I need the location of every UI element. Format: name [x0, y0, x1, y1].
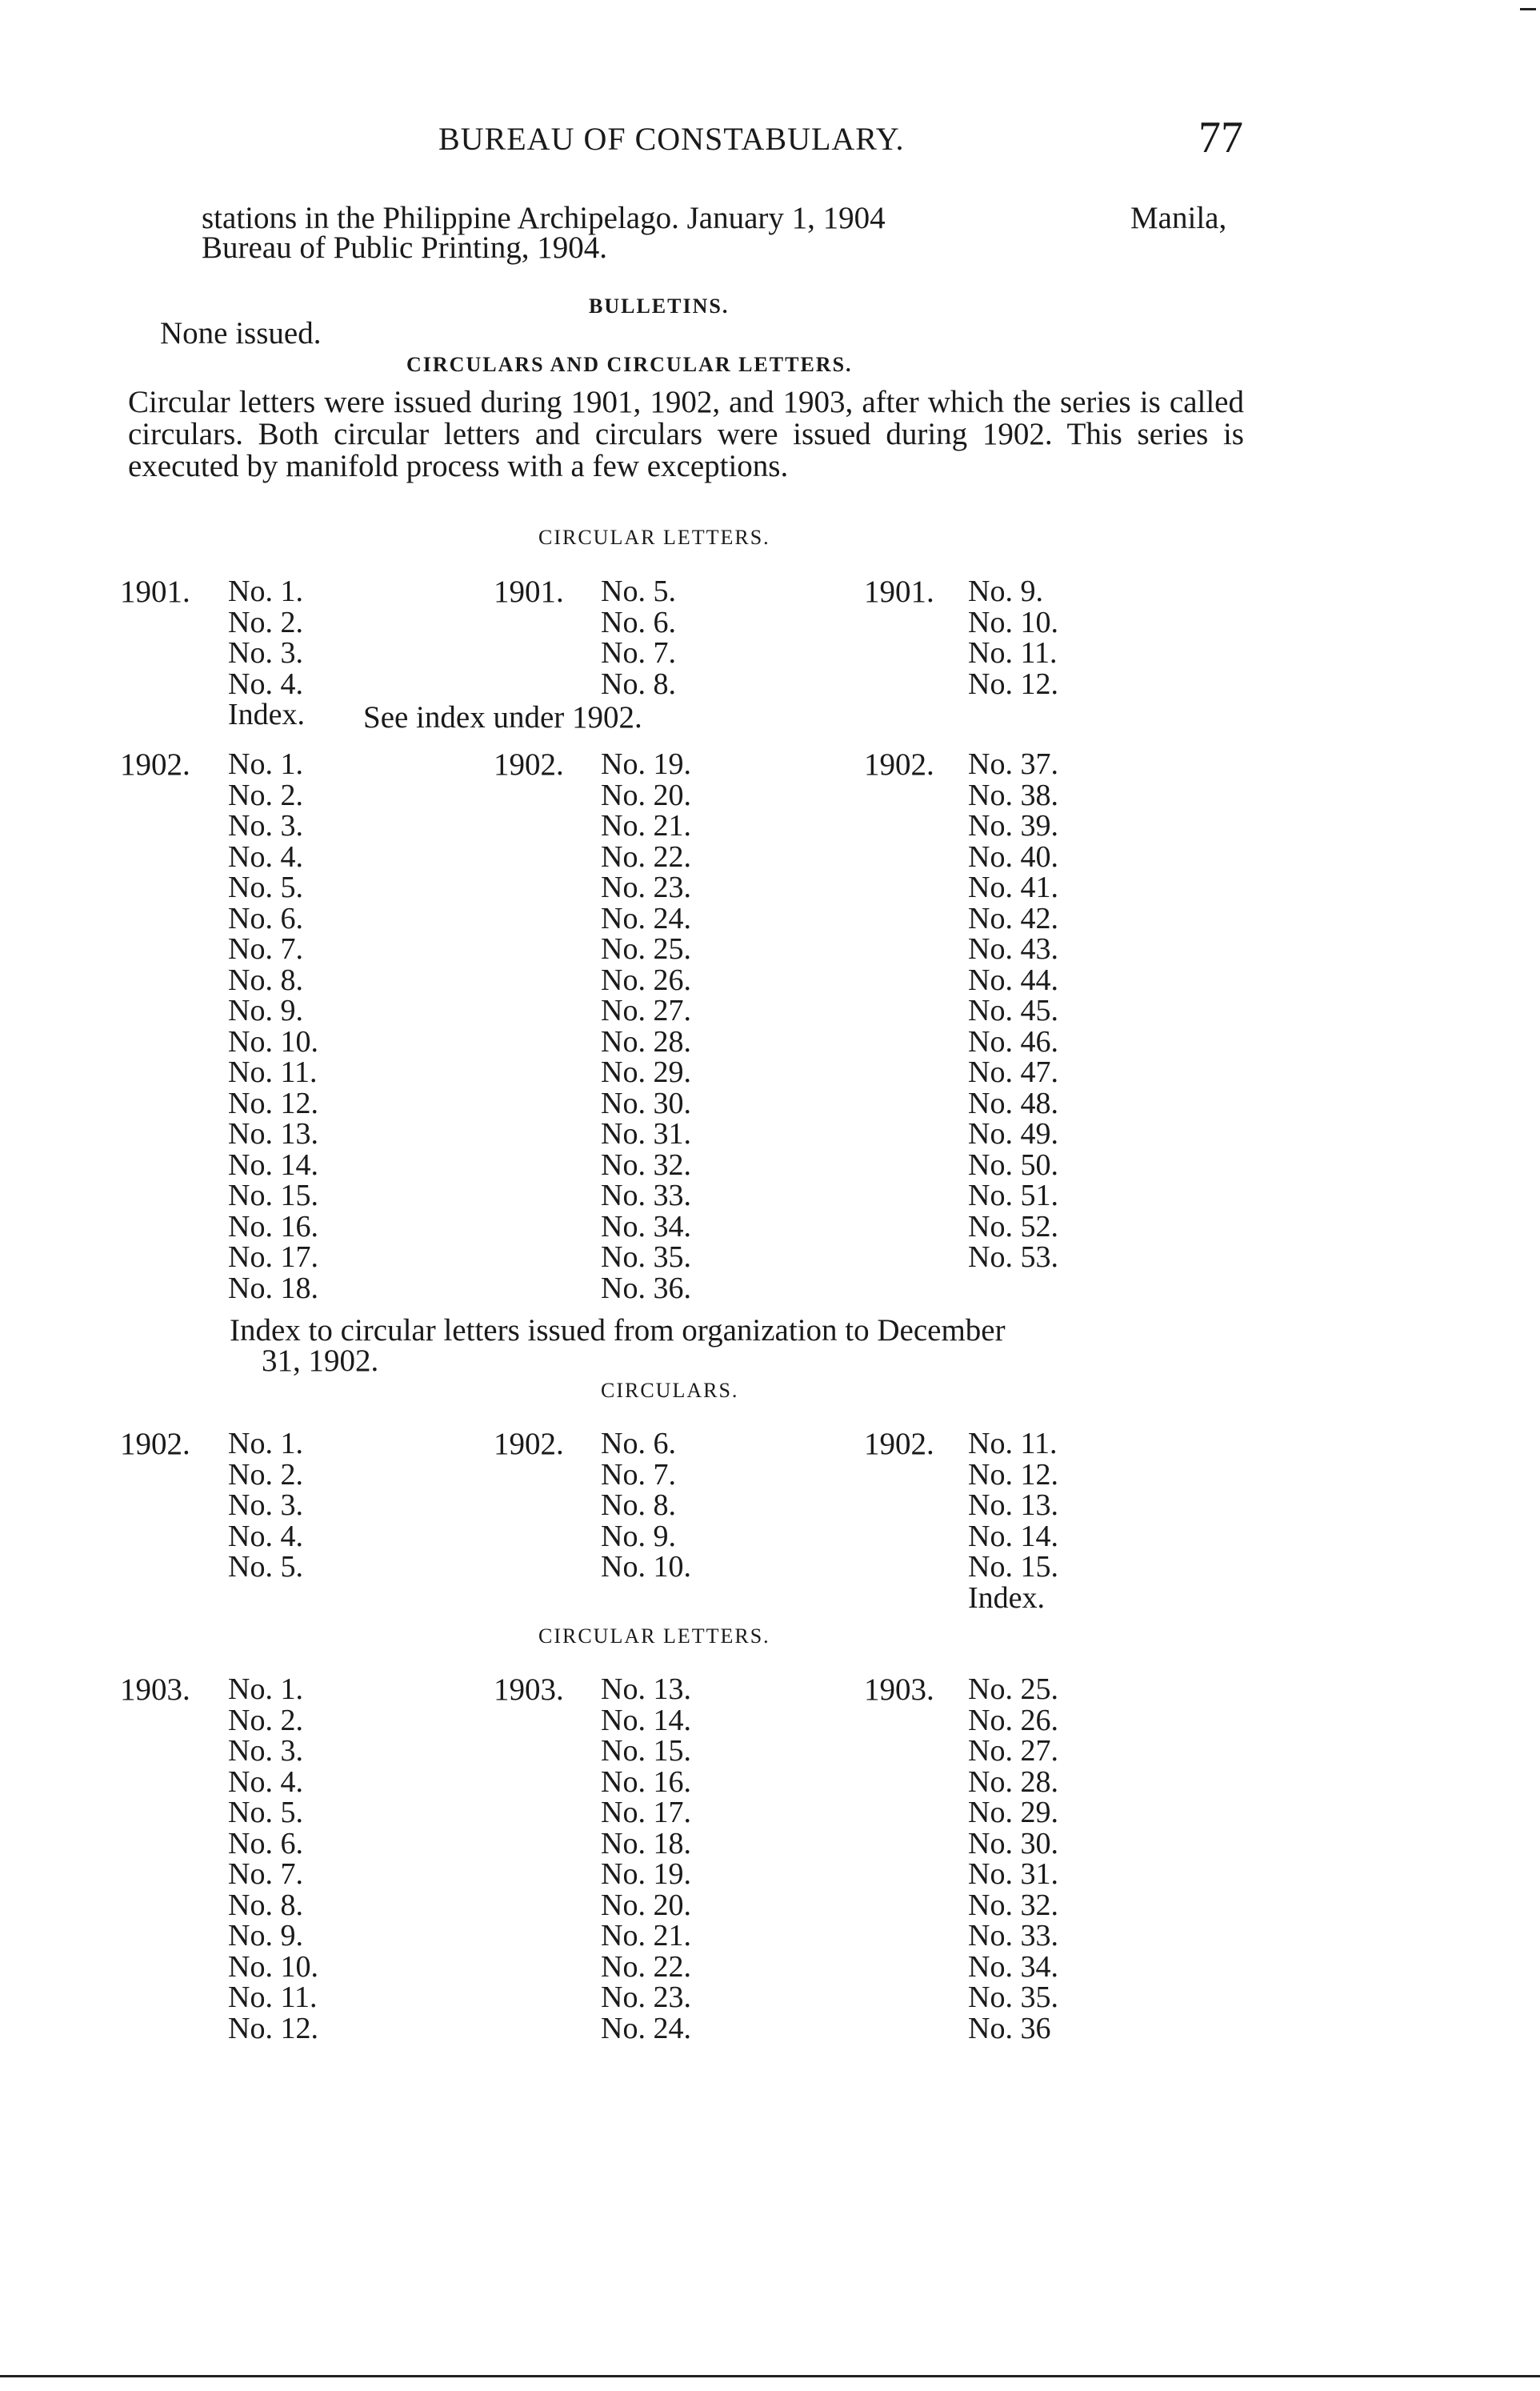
list-item: No. 35. [968, 1980, 1058, 2014]
list-item: No. 15. [601, 1734, 691, 1768]
year-label-1902-c: 1902. [864, 747, 934, 782]
list-item: No. 34. [601, 1209, 691, 1244]
list-item: No. 11. [968, 1427, 1058, 1460]
list-item: No. 41. [968, 871, 1058, 904]
list-item: No. 2. [228, 605, 303, 639]
list-item: No. 7. [601, 1457, 676, 1492]
list-item: No. 27. [968, 1734, 1058, 1768]
year-label-1903-b: 1903. [494, 1672, 564, 1707]
list-item: No. 33. [968, 1919, 1058, 1952]
year-label-circulars-a: 1902. [120, 1427, 190, 1461]
list-item: No. 20. [601, 778, 691, 812]
list-item: No. 38. [968, 778, 1058, 812]
index-note-1902-line2: 31, 1902. [262, 1344, 379, 1378]
list-item: No. 11. [968, 636, 1058, 670]
list-item: No. 33. [601, 1179, 691, 1212]
list-item: No. 43. [968, 932, 1058, 966]
list-item: No. 3. [228, 636, 303, 670]
list-item: No. 10. [968, 605, 1058, 639]
list-item: No. 37. [968, 747, 1058, 781]
section-heading-circulars: CIRCULARS. [601, 1379, 739, 1402]
list-item: No. 7. [228, 1857, 303, 1891]
list-item: No. 36. [601, 1271, 691, 1305]
list-item: No. 22. [601, 1949, 691, 1984]
list-item: No. 22. [601, 839, 691, 874]
list-item: No. 3. [228, 809, 303, 843]
list-item: No. 12. [968, 667, 1058, 701]
description-paragraph: Circular letters were issued during 1901, 1902, and 1903, after which the series is called circulars. Both circular letters and circulars were issued during 1902. This series is executed by manifold process with a few exceptions. [128, 385, 1244, 483]
list-item: No. 40. [968, 839, 1058, 874]
list-circulars-col1 [228, 1428, 303, 1583]
list-item: No. 19. [601, 747, 691, 781]
list-item: No. 32. [968, 1888, 1058, 1922]
index-note-1902-line1: Index to circular letters issued from organization to December [230, 1313, 1006, 1348]
bulletins-note: None issued. [160, 316, 322, 350]
year-label-1901-a: 1901. [120, 575, 190, 609]
intro-line-1-right: Manila, [1130, 201, 1227, 235]
list-item: No. 47. [968, 1055, 1058, 1089]
list-item: No. 2. [228, 778, 303, 812]
list-item: No. 9. [228, 994, 303, 1027]
list-item: No. 36 [968, 2011, 1051, 2045]
list-item: No. 2. [228, 1457, 303, 1492]
list-item: No. 25. [968, 1672, 1058, 1706]
section-heading-circular-letters-1: CIRCULAR LETTERS. [538, 526, 770, 549]
list-item: No. 6. [601, 605, 676, 639]
list-item: No. 15. [228, 1179, 318, 1212]
list-item: No. 2. [228, 1703, 303, 1737]
list-item: No. 11. [228, 1980, 318, 2014]
list-item: No. 19. [601, 1857, 691, 1891]
intro-line-2: Bureau of Public Printing, 1904. [202, 230, 607, 265]
list-item: Index. [228, 698, 306, 731]
list-item: No. 25. [601, 932, 691, 966]
list-item: No. 12. [228, 2011, 318, 2045]
list-item: No. 11. [228, 1055, 318, 1089]
list-item: No. 27. [601, 994, 691, 1027]
list-item: No. 1. [228, 747, 303, 781]
year-label-circulars-c: 1902. [864, 1427, 934, 1461]
list-item: No. 6. [228, 901, 303, 935]
list-item: No. 28. [968, 1764, 1058, 1799]
section-heading-circular-letters-2: CIRCULAR LETTERS. [538, 1624, 770, 1648]
list-item: No. 50. [968, 1147, 1058, 1182]
list-item: No. 14. [601, 1703, 691, 1737]
list-item: No. 16. [601, 1764, 691, 1799]
list-1901-col2 [601, 576, 676, 699]
list-item: No. 5. [228, 1550, 303, 1584]
list-item: No. 42. [968, 901, 1058, 935]
list-item: No. 12. [968, 1457, 1058, 1492]
list-item: No. 31. [968, 1857, 1058, 1891]
list-item: No. 28. [601, 1024, 691, 1059]
list-item: No. 24. [601, 901, 691, 935]
list-item: No. 48. [968, 1086, 1058, 1120]
year-label-1903-c: 1903. [864, 1672, 934, 1707]
list-item: No. 18. [228, 1271, 318, 1305]
list-item: No. 8. [228, 1888, 303, 1922]
list-item: No. 9. [968, 575, 1043, 608]
list-item: No. 17. [601, 1796, 691, 1829]
edge-mark [1520, 8, 1536, 10]
list-item: No. 9. [228, 1919, 303, 1952]
list-item: No. 23. [601, 871, 691, 904]
list-item: No. 13. [601, 1672, 691, 1706]
list-item: No. 21. [601, 809, 691, 843]
list-1902-col2 [601, 749, 691, 1304]
list-item: No. 8. [601, 667, 676, 701]
list-item: No. 4. [228, 1764, 303, 1799]
list-item: No. 3. [228, 1734, 303, 1768]
list-item: No. 17. [228, 1240, 318, 1274]
list-item: No. 15. [968, 1550, 1058, 1584]
list-item: No. 16. [228, 1209, 318, 1244]
list-item: No. 6. [601, 1427, 676, 1460]
list-item: No. 7. [601, 636, 676, 670]
list-item: No. 34. [968, 1949, 1058, 1984]
list-item: No. 23. [601, 1980, 691, 2014]
list-item: No. 13. [968, 1488, 1058, 1522]
list-item: No. 26. [601, 963, 691, 997]
list-item: No. 32. [601, 1147, 691, 1182]
list-item: No. 9. [601, 1519, 676, 1553]
list-item: No. 5. [228, 1796, 303, 1829]
list-item: No. 8. [601, 1488, 676, 1522]
list-item: No. 10. [228, 1949, 318, 1984]
list-item: No. 45. [968, 994, 1058, 1027]
list-circulars-col2 [601, 1428, 691, 1583]
year-label-1903-a: 1903. [120, 1672, 190, 1707]
list-item: No. 1. [228, 575, 303, 608]
circulars-and-letters-heading: CIRCULARS AND CIRCULAR LETTERS. [406, 353, 853, 376]
list-item: No. 53. [968, 1240, 1058, 1274]
list-item: No. 52. [968, 1209, 1058, 1244]
list-item: No. 29. [601, 1055, 691, 1089]
list-item: No. 39. [968, 809, 1058, 843]
list-1901-col3 [968, 576, 1058, 699]
list-item: No. 46. [968, 1024, 1058, 1059]
year-label-1902-b: 1902. [494, 747, 564, 782]
year-label-1902-a: 1902. [120, 747, 190, 782]
list-circulars-col3 [968, 1428, 1058, 1613]
list-item: No. 35. [601, 1240, 691, 1274]
list-item: No. 18. [601, 1826, 691, 1860]
list-item: No. 7. [228, 932, 303, 966]
list-item: No. 30. [601, 1086, 691, 1120]
list-item: No. 14. [228, 1147, 318, 1182]
list-item: No. 10. [601, 1550, 691, 1584]
page-number: 77 [1198, 113, 1243, 162]
list-item: No. 1. [228, 1427, 303, 1460]
list-item: No. 4. [228, 1519, 303, 1553]
list-item: Index. [968, 1580, 1046, 1615]
list-item: No. 30. [968, 1826, 1058, 1860]
list-item: No. 1. [228, 1672, 303, 1706]
list-item: No. 51. [968, 1179, 1058, 1212]
list-item: No. 21. [601, 1919, 691, 1952]
list-item: No. 4. [228, 839, 303, 874]
list-item: No. 5. [228, 871, 303, 904]
year-label-circulars-b: 1902. [494, 1427, 564, 1461]
bottom-rule [0, 2375, 1540, 2377]
list-item: No. 20. [601, 1888, 691, 1922]
list-item: No. 29. [968, 1796, 1058, 1829]
index-note-1901: See index under 1902. [363, 700, 642, 735]
list-1902-col3 [968, 749, 1058, 1273]
running-header: BUREAU OF CONSTABULARY. [438, 121, 905, 157]
list-item: No. 44. [968, 963, 1058, 997]
year-label-1901-c: 1901. [864, 575, 934, 609]
intro-line-1: stations in the Philippine Archipelago. January 1, 1904 [202, 201, 886, 235]
list-item: No. 4. [228, 667, 303, 701]
list-item: No. 6. [228, 1826, 303, 1860]
list-item: No. 14. [968, 1519, 1058, 1553]
year-label-1901-b: 1901. [494, 575, 564, 609]
list-item: No. 3. [228, 1488, 303, 1522]
list-item: No. 8. [228, 963, 303, 997]
list-item: No. 10. [228, 1024, 318, 1059]
list-item: No. 31. [601, 1117, 691, 1151]
list-1902-col1 [228, 749, 318, 1304]
list-1901-col1 [228, 576, 305, 731]
list-item: No. 24. [601, 2011, 691, 2045]
list-item: No. 26. [968, 1703, 1058, 1737]
list-item: No. 5. [601, 575, 676, 608]
list-1903-col3 [968, 1674, 1058, 2044]
list-item: No. 49. [968, 1117, 1058, 1151]
list-item: No. 12. [228, 1086, 318, 1120]
list-1903-col1 [228, 1674, 318, 2044]
bulletins-heading: BULLETINS. [589, 294, 730, 318]
list-1903-col2 [601, 1674, 691, 2044]
list-item: No. 13. [228, 1117, 318, 1151]
